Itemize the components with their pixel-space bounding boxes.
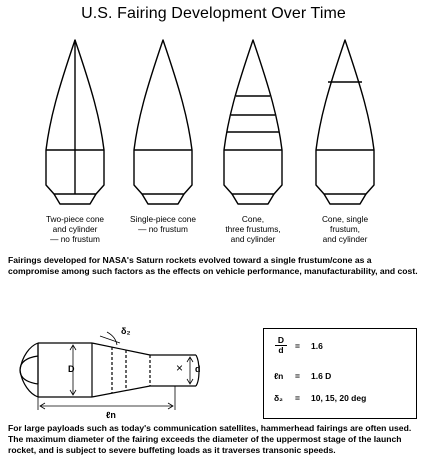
param-D-numerator: D bbox=[277, 335, 285, 345]
fairing-single-piece-cone bbox=[134, 40, 192, 204]
param-symbol-delta2: δ₂ bbox=[274, 393, 283, 403]
label-d: d bbox=[195, 364, 201, 374]
param-eq-3: = bbox=[295, 393, 300, 403]
fairing-cone-single-frustum bbox=[316, 40, 374, 204]
label-x-mark: × bbox=[176, 361, 184, 375]
label-D: D bbox=[68, 364, 75, 374]
param-symbol-ln: ℓn bbox=[274, 371, 284, 381]
label-delta2: δ₂ bbox=[121, 326, 131, 336]
param-value-2: 1.6 D bbox=[311, 371, 332, 381]
param-d-denominator: d bbox=[278, 345, 284, 355]
param-eq-2: = bbox=[295, 371, 300, 381]
caption-fairing-1: Two-piece cone and cylinder — no frustum bbox=[45, 214, 105, 244]
param-eq-1: = bbox=[295, 341, 300, 351]
paragraph-hammerhead: For large payloads such as today's communication satellites, hammerhead fairings are often used. The maximum diameter of the fairing exceeds the diameter of the uppermost stage of the launch rocket, and is subject to severe buffeting loads as it traverses transonic speeds. bbox=[8, 423, 412, 455]
caption-fairing-2: Single-piece cone — no frustum bbox=[130, 214, 196, 234]
hammerhead-diagram bbox=[20, 332, 199, 410]
param-value-1: 1.6 bbox=[311, 341, 323, 351]
paragraph-saturn-fairings: Fairings developed for NASA's Saturn rockets evolved toward a single frustum/cone as a compromise among such factors as the effects on vehicle performance, manufacturability, and cost. bbox=[8, 255, 418, 276]
param-value-3: 10, 15, 20 deg bbox=[311, 393, 367, 403]
label-ln: ℓn bbox=[106, 410, 116, 420]
caption-fairing-4: Cone, single frustum, and cylinder bbox=[321, 214, 369, 244]
parameter-box bbox=[263, 328, 417, 419]
caption-fairing-3: Cone, three frustums, and cylinder bbox=[225, 214, 281, 244]
fairing-two-piece-cone bbox=[46, 40, 104, 204]
page-title: U.S. Fairing Development Over Time bbox=[81, 5, 346, 22]
fairing-cone-three-frustums bbox=[224, 40, 282, 204]
